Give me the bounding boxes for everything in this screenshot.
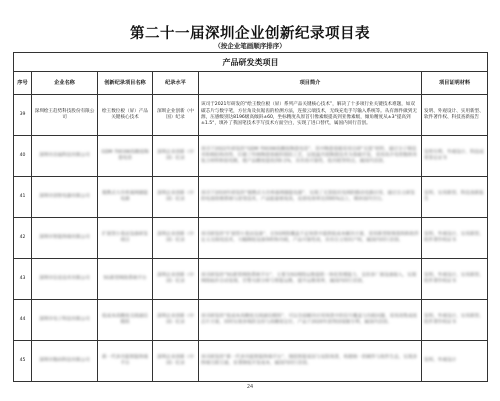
row-index: [14, 95, 32, 136]
row-project: [98, 300, 153, 341]
header-level: 纪录水平: [153, 72, 199, 95]
row-level-text: 深圳企业创新（中国）纪录: [157, 190, 194, 202]
row-index-text: 39: [19, 111, 26, 117]
row-project-text: 5G新型网络系统平台: [103, 275, 147, 281]
row-project-text: 扩展型小基站设备研发项目: [102, 231, 148, 243]
row-materials-text: 发明、外观设计、实用新型、软件著作权证书: [424, 231, 484, 243]
row-description: [199, 95, 422, 136]
table-row: [14, 136, 488, 177]
header-materials: 项目证明材料: [422, 72, 488, 95]
table-body: [14, 95, 488, 382]
row-materials-text: 发明、外观设计、实用新型、软件著作权、科技查新报告: [424, 108, 484, 120]
document-subtitle: （按企业笔画顺序排序）: [214, 42, 286, 50]
table-row: [14, 300, 488, 341]
row-description-text: 该司于2022年研发的“GDM 7003W高精度陶瓷电容”，其中陶瓷基板采用自研“无烧”材料，通过分子筛技术和相结构改性，打破了传统陶瓷基板的烧结工艺，以低温共烧陶瓷技术为基础开发，采用高介电常数纳米复合材料和铂电极，使产品精度提高到0.1%，具有高可靠性、低功耗等特点，属国内首创。: [201, 146, 417, 165]
projects-table: [13, 52, 488, 382]
row-index-text: 42: [19, 234, 26, 240]
section-title-row: [14, 53, 488, 72]
row-description-text: 该司研发的“低成本高精度无线通信模组”，可以全面解决应用场景中的信号覆盖与功耗问题，采用高集成度芯片方案，同时实现多频段支持与高精度定位，产品于2020年获得国家级专利，属国内首创。: [201, 313, 418, 325]
row-company-text: 深圳市创智电器有限公司: [39, 193, 90, 199]
row-materials-text: 发明、外观设计、实用新型、软件著作权证书: [424, 313, 484, 325]
row-company: [32, 95, 98, 136]
row-description: [199, 341, 422, 382]
row-description: [199, 259, 422, 300]
row-company-text: 深圳市昌福科技有限公司: [39, 152, 90, 158]
row-materials: [422, 177, 488, 218]
row-description: [199, 218, 422, 259]
row-company-text: 深圳市智能终端有限公司: [39, 234, 90, 240]
row-index: [14, 341, 32, 382]
row-project-text: 新一代多功能智能终端平台: [102, 354, 148, 366]
row-level-text: 深圳企业创新（中国）纪录: [157, 231, 194, 243]
row-company: [32, 218, 98, 259]
row-level-text: 深圳企业创新（中国）纪录: [157, 354, 194, 366]
row-level: [153, 177, 199, 218]
row-company-text: 深圳市信息技术有限公司: [39, 275, 90, 281]
table-row: [14, 218, 488, 259]
header-company: 企业名称: [32, 72, 98, 95]
row-level-text: 深圳企业创新（中国）纪录: [157, 108, 194, 120]
row-index-text: 43: [19, 275, 26, 281]
row-project-text: GDM 7003W高精度陶瓷电容: [101, 149, 149, 161]
row-level: [153, 259, 199, 300]
row-index-text: 45: [19, 357, 26, 363]
row-company: [32, 341, 98, 382]
row-company-text: 深圳市电子科技有限公司: [39, 316, 90, 322]
header-index: 序号: [14, 72, 32, 95]
row-materials: [422, 218, 488, 259]
row-company: [32, 136, 98, 177]
row-description-text: 该司研发的“扩展型小基站设备”，在5G网络覆盖不足场景中提供低成本解决方案，采用新型射频架构和软件定义无线电技术，大幅降低设备体积和功耗，产品可靠性高，具有自主知识产权，属国内同行首创。: [201, 231, 419, 243]
table-row: [14, 259, 488, 300]
row-index: [14, 259, 32, 300]
row-index-text: 40: [19, 152, 26, 158]
row-level: [153, 95, 199, 136]
page-number: 24: [246, 384, 254, 390]
row-materials: [422, 300, 488, 341]
row-project: [98, 341, 153, 382]
row-materials: [422, 341, 488, 382]
header-project: 创新纪录项目名称: [98, 72, 153, 95]
row-project: [98, 136, 153, 177]
row-materials-text: 发明、外观设计、实用新型、软件著作权证书: [424, 272, 484, 284]
row-description: [199, 177, 422, 218]
row-level: [153, 136, 199, 177]
row-level-text: 深圳企业创新（中国）纪录: [157, 313, 194, 325]
table-row: [14, 341, 488, 382]
row-level: [153, 341, 199, 382]
row-level-text: 深圳企业创新（中国）纪录: [157, 149, 194, 161]
row-materials-text: 发明专利、外观设计、科技成果鉴定证书: [424, 149, 484, 161]
row-company-text: 深圳市数码科技有限公司: [39, 357, 90, 363]
row-company: [32, 259, 98, 300]
row-index: [14, 218, 32, 259]
row-description-text: 该司研发的“5G新型网络系统平台”，主要为5G网络运维提供一体化管理能力，支持多厂商设备接入，实现网络拓扑自动发现、告警关联分析与智能运维，提升运维效率，属国内同行首创。: [201, 272, 417, 284]
row-materials-text: 发明、实用新型、科技查新报告: [424, 190, 484, 202]
row-description-text: 该司于2019年研发的“便携式大功率离网储能电源”，实现了无需依托电网的移动电源应用，通过自主研发的电池管理系统与逆变技术，产品能量密度高，充放电效率达到95%以上，填补国内空白。: [201, 190, 415, 202]
row-index: [14, 177, 32, 218]
table-row: [14, 95, 488, 136]
row-materials: [422, 259, 488, 300]
row-project: [98, 95, 153, 136]
row-description: [199, 136, 422, 177]
row-index-text: 44: [19, 316, 26, 322]
row-project: [98, 259, 153, 300]
row-project: [98, 218, 153, 259]
row-description-text: 该司于2021年研发的“绘王数位板（屏）系列产品关键核心技术”，解决了十多项行业关键技术难题，如双碳芯片与数字笔，方位角及抗锯齿的检测方法，连接云端技术，无线充电手写输入系统等。从有源件做到无源，压感级别达8196级高倾斜±60，坐标精度从原首引像素级提高到亚像素级，倾角精度从±3°提高到±1.5°，填补了我国笔技术手写技术方面空白，实现了进口替代，属国内同行首创。: [201, 102, 417, 127]
row-index: [14, 136, 32, 177]
row-company-text: 深圳绘王趋势科技股份有限公司: [34, 108, 95, 120]
row-materials: [422, 95, 488, 136]
document-title: 第二十一届深圳企业创新纪录项目表: [130, 25, 370, 42]
row-project: [98, 177, 153, 218]
row-index: [14, 300, 32, 341]
table-header-row: [14, 72, 488, 95]
row-level: [153, 218, 199, 259]
row-index-text: 41: [19, 193, 26, 199]
section-title: 产品研发类项目: [14, 53, 488, 72]
row-company: [32, 177, 98, 218]
row-materials-text: 发明、外观设计: [424, 357, 457, 363]
row-description-text: 该司研发的“新一代多功能智能终端平台”，围绕智能家居与安防场景，构建统一的硬件与软件生态，实现多终端互联互通，显著降低开发成本，属国内同行首创。: [201, 354, 418, 366]
row-company: [32, 300, 98, 341]
row-level-text: 深圳企业创新（中国）纪录: [157, 272, 194, 284]
row-project-text: 便携式大功率离网储能电源: [102, 190, 148, 202]
table-row: [14, 177, 488, 218]
row-level: [153, 300, 199, 341]
row-project-text: 低成本高精度无线通信模组: [102, 313, 148, 325]
row-project-text: 绘王数位板（屏）产品关键核心技术: [102, 108, 148, 120]
row-materials: [422, 136, 488, 177]
row-description: [199, 300, 422, 341]
header-description: 项目简介: [199, 72, 422, 95]
